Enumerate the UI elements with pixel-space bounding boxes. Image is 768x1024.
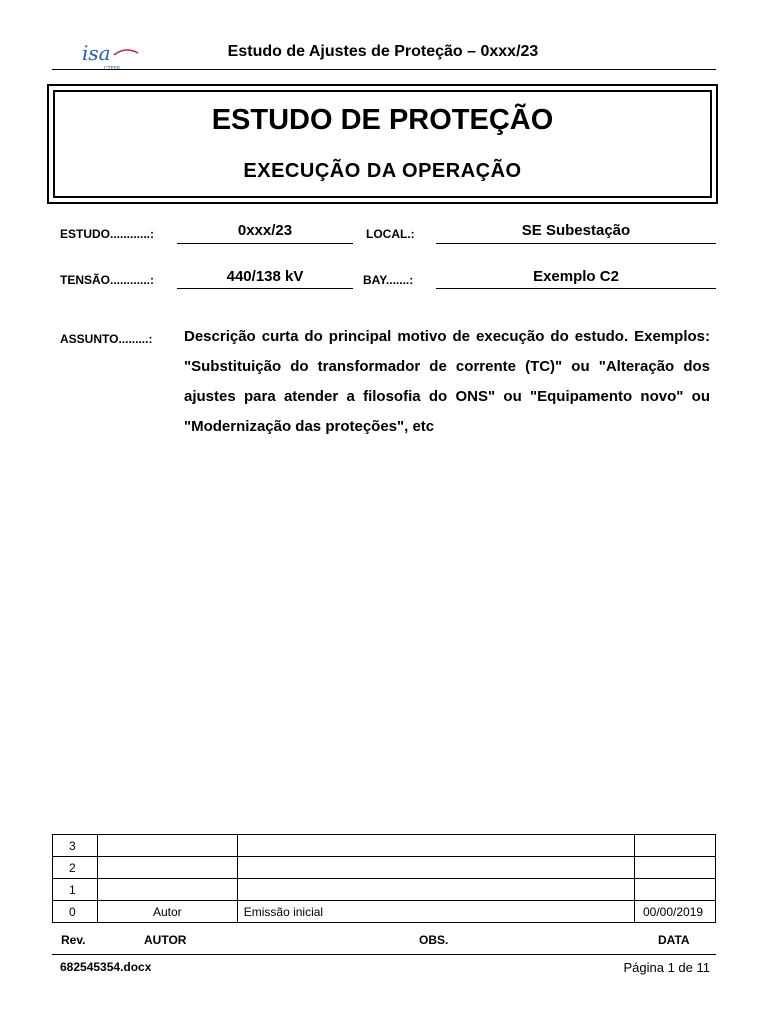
revision-notes (237, 857, 634, 879)
cover-title-box (47, 84, 718, 204)
revision-table (52, 834, 716, 923)
revision-author (97, 835, 237, 857)
tensao-value: 440/138 kV (226, 268, 304, 285)
bay-value: Exemplo C2 (533, 268, 619, 285)
revision-date (634, 857, 715, 879)
estudo-value: 0xxx/23 (237, 222, 293, 239)
revision-author (97, 879, 237, 901)
revision-row (53, 901, 716, 923)
header-divider (52, 69, 716, 70)
estudo-label: ESTUDO............: (60, 227, 155, 241)
revision-row (53, 857, 716, 879)
revision-author (97, 857, 237, 879)
autor-column-header: AUTOR (144, 933, 187, 947)
local-underline (436, 243, 716, 244)
document-subtitle: EXECUÇÃO DA OPERAÇÃO (243, 160, 522, 182)
revision-row (53, 879, 716, 901)
revision-notes (237, 879, 634, 901)
revision-number: 1 (53, 879, 98, 901)
footer-page-number: Página 1 de 11 (623, 960, 710, 975)
obs-column-header: OBS. (419, 933, 449, 947)
revision-notes: Emissão inicial (237, 901, 634, 923)
tensao-underline (177, 288, 353, 289)
logo-text: isa (82, 41, 111, 65)
estudo-underline (177, 243, 353, 244)
revision-date (634, 835, 715, 857)
rev-column-header: Rev. (61, 933, 86, 947)
logo-subtext: CTEEP (104, 66, 120, 72)
footer-filename: 682545354.docx (60, 960, 152, 974)
local-value: SE Subestação (521, 222, 631, 239)
revision-notes (237, 835, 634, 857)
revision-table-header (52, 929, 716, 955)
revision-number: 0 (53, 901, 98, 923)
cover-title-box-inner (53, 90, 712, 198)
revision-row (53, 835, 716, 857)
revision-number: 2 (53, 857, 98, 879)
revision-date (634, 879, 715, 901)
header-title: Estudo de Ajustes de Proteção – 0xxx/23 (227, 43, 539, 60)
tensao-label: TENSÃO............: (60, 273, 155, 287)
bay-underline (436, 288, 716, 289)
assunto-label: ASSUNTO.........: (60, 332, 153, 346)
bay-label: BAY.......: (363, 273, 414, 287)
revision-author: Autor (97, 901, 237, 923)
local-label: LOCAL.: (366, 227, 415, 241)
revision-date: 00/00/2019 (634, 901, 715, 923)
document-title: ESTUDO DE PROTEÇÃO (211, 104, 554, 136)
revision-number: 3 (53, 835, 98, 857)
data-column-header: DATA (658, 933, 690, 947)
assunto-text: Descrição curta do principal motivo de execução do estudo. Exemplos: "Substituição do transformador de corrente (TC)" ou "Alteração dos ajustes para atender a filosofia do ONS" ou "Equipamento novo" ou "Modernização das proteções", etc (184, 328, 710, 435)
